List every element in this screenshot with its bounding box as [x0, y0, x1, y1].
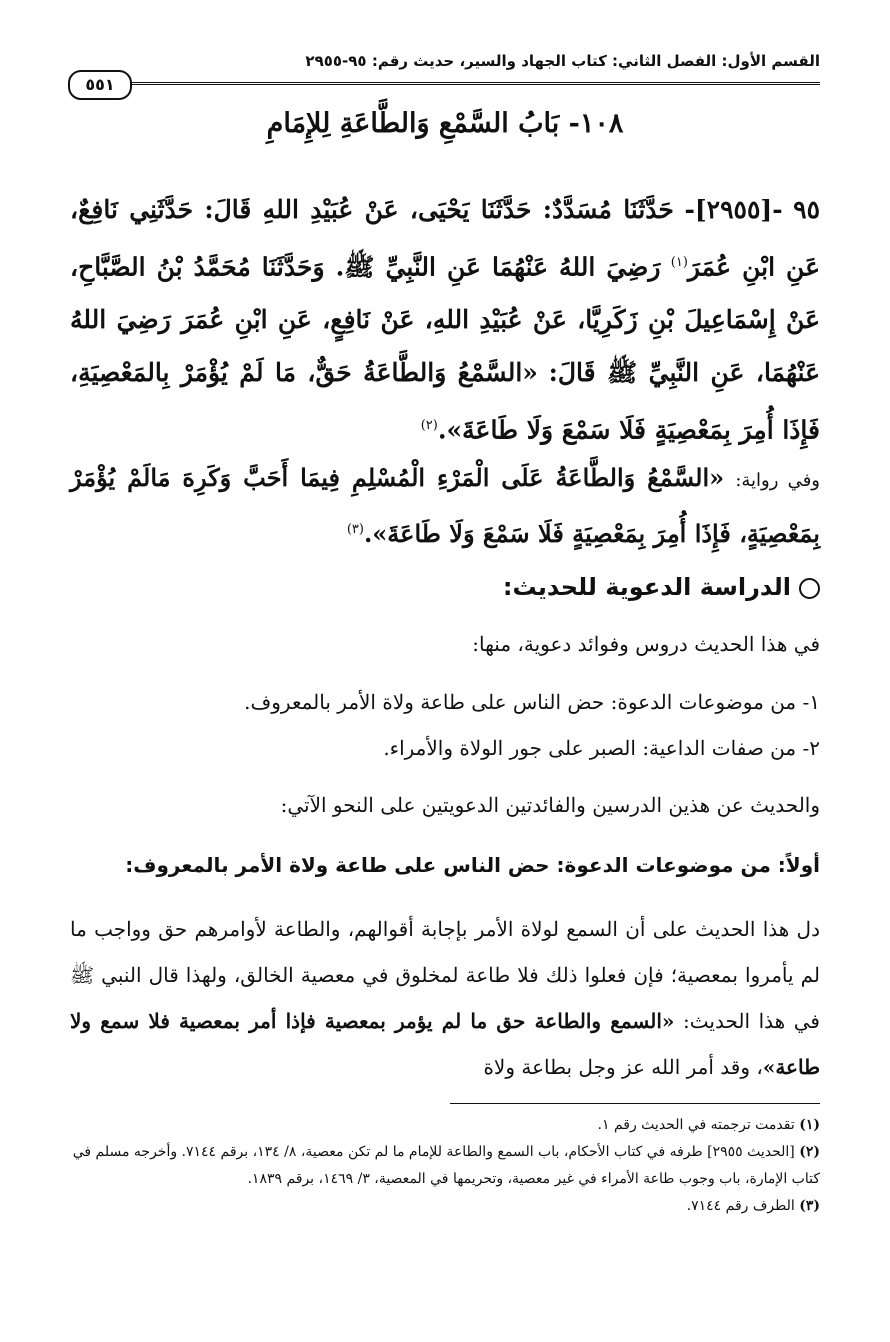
footnote — [70, 1193, 820, 1220]
footnote-marker: (١) — [799, 1117, 820, 1133]
transition-paragraph: والحديث عن هذين الدرسين والفائدتين الدعويتين على النحو الآتي: — [280, 793, 820, 817]
footnote-marker: (٣) — [799, 1198, 820, 1214]
hadith-number: ٩٥ — [793, 195, 820, 224]
hadith-reference: -[٢٩٥٥]- — [684, 195, 783, 224]
circle-bullet-icon — [799, 578, 820, 599]
footnotes — [70, 1112, 820, 1220]
discussion-paragraph — [70, 906, 820, 1090]
hadith-matn: «السَّمْعُ وَالطَّاعَةُ حَقٌّ، مَا لَمْ يُؤْمَرْ بِالمَعْصِيَةِ، فَإِذَا أُمِرَ بِمَعْصِيَةٍ فَلَا سَمْعَ وَلَا طَاعَةَ». — [70, 358, 820, 445]
footnote-marker-1: (١) — [670, 255, 688, 270]
chapter-title: ١٠٨- بَابُ السَّمْعِ وَالطَّاعَةِ لِلإِمَامِ — [266, 108, 624, 139]
footnote-text: [الحديث ٢٩٥٥] طرفه في كتاب الأحكام، باب السمع والطاعة للإمام ما لم تكن معصية، ٨/ ١٣٤، برقم ٧١٤٤. وأخرجه مسلم في كتاب الإمارة، باب وجوب طاعة الأمراء في غير معصية، وتحريمها في المعصية، ٣/ ١٤٦٩، برقم ١٨٣٩. — [72, 1144, 820, 1187]
footnote — [70, 1139, 820, 1193]
section-heading — [70, 573, 820, 601]
discussion-text-2: ، وقد أمر الله عز وجل بطاعة ولاة — [483, 1055, 763, 1079]
discussion-text-1: دل هذا الحديث على أن السمع لولاة الأمر بإجابة أقوالهم، والطاعة لأوامرهم حق وواجب ما لم يأمروا بمعصية؛ فإن فعلوا ذلك فلا طاعة لمخلوق في معصية الخالق، ولهذا قال النبي ﷺ في هذا الحديث: — [70, 917, 820, 1033]
hadith-text — [70, 183, 820, 457]
narration-text: «السَّمْعُ وَالطَّاعَةُ عَلَى الْمَرْءِ الْمُسْلِمِ فِيمَا أَحَبَّ وَكَرِهَ مَالَمْ يُؤْمَرْ بِمَعْصِيَةٍ، فَإِذَا أُمِرَ بِمَعْصِيَةٍ فَلَا سَمْعَ وَلَا طَاعَةَ». — [70, 463, 820, 548]
lesson-item: ١- من موضوعات الدعوة: حض الناس على طاعة ولاة الأمر بالمعروف. — [244, 690, 820, 714]
footnote-marker: (٢) — [799, 1144, 820, 1160]
footnote-text: الطرف رقم ٧١٤٤. — [686, 1198, 795, 1214]
subheading: أولاً: من موضوعات الدعوة: حض الناس على طاعة ولاة الأمر بالمعروف: — [125, 853, 820, 877]
discussion-quote: «السمع والطاعة حق ما لم يؤمر بمعصية فإذا أمر بمعصية فلا سمع ولا طاعة» — [70, 1009, 820, 1079]
page-number: ٥٥١ — [68, 70, 132, 100]
footnote-rule — [450, 1103, 820, 1104]
footnote — [70, 1112, 820, 1139]
hadith-isnad-2: رَضِيَ اللهُ عَنْهُمَا عَنِ النَّبِيِّ ﷺ. وَحَدَّثَنَا مُحَمَّدُ بْنُ الصَّبَّاحِ، عَنْ إِسْمَاعِيلَ بْنِ زَكَرِيَّا، عَنْ عُبَيْدِ اللهِ، عَنْ نَافِعٍ، عَنِ ابْنِ عُمَرَ رَضِيَ اللهُ عَنْهُمَا، عَنِ النَّبِيِّ ﷺ قَالَ: — [70, 252, 821, 388]
section-heading-text: الدراسة الدعوية للحديث: — [502, 573, 791, 601]
lesson-item: ٢- من صفات الداعية: الصبر على جور الولاة والأمراء. — [383, 736, 820, 760]
intro-paragraph: في هذا الحديث دروس وفوائد دعوية، منها: — [472, 632, 820, 656]
running-header: القسم الأول: الفصل الثاني: كتاب الجهاد والسير، حديث رقم: ٩٥-٢٩٥٥ — [305, 52, 820, 70]
alternate-narration — [70, 453, 820, 559]
narration-lead: وفي رواية: — [735, 470, 820, 491]
header-rule — [130, 82, 820, 85]
footnote-marker-3: (٣) — [346, 522, 364, 537]
footnote-text: تقدمت ترجمته في الحديث رقم ١. — [597, 1117, 795, 1133]
footnote-marker-2: (٢) — [420, 418, 438, 434]
hadith-isnad-1: حَدَّثَنَا مُسَدَّدٌ: حَدَّثَنَا يَحْيَى، عَنْ عُبَيْدِ اللهِ قَالَ: حَدَّثَنِي نَافِعٌ، عَنِ ابْنِ عُمَرَ — [70, 195, 820, 282]
